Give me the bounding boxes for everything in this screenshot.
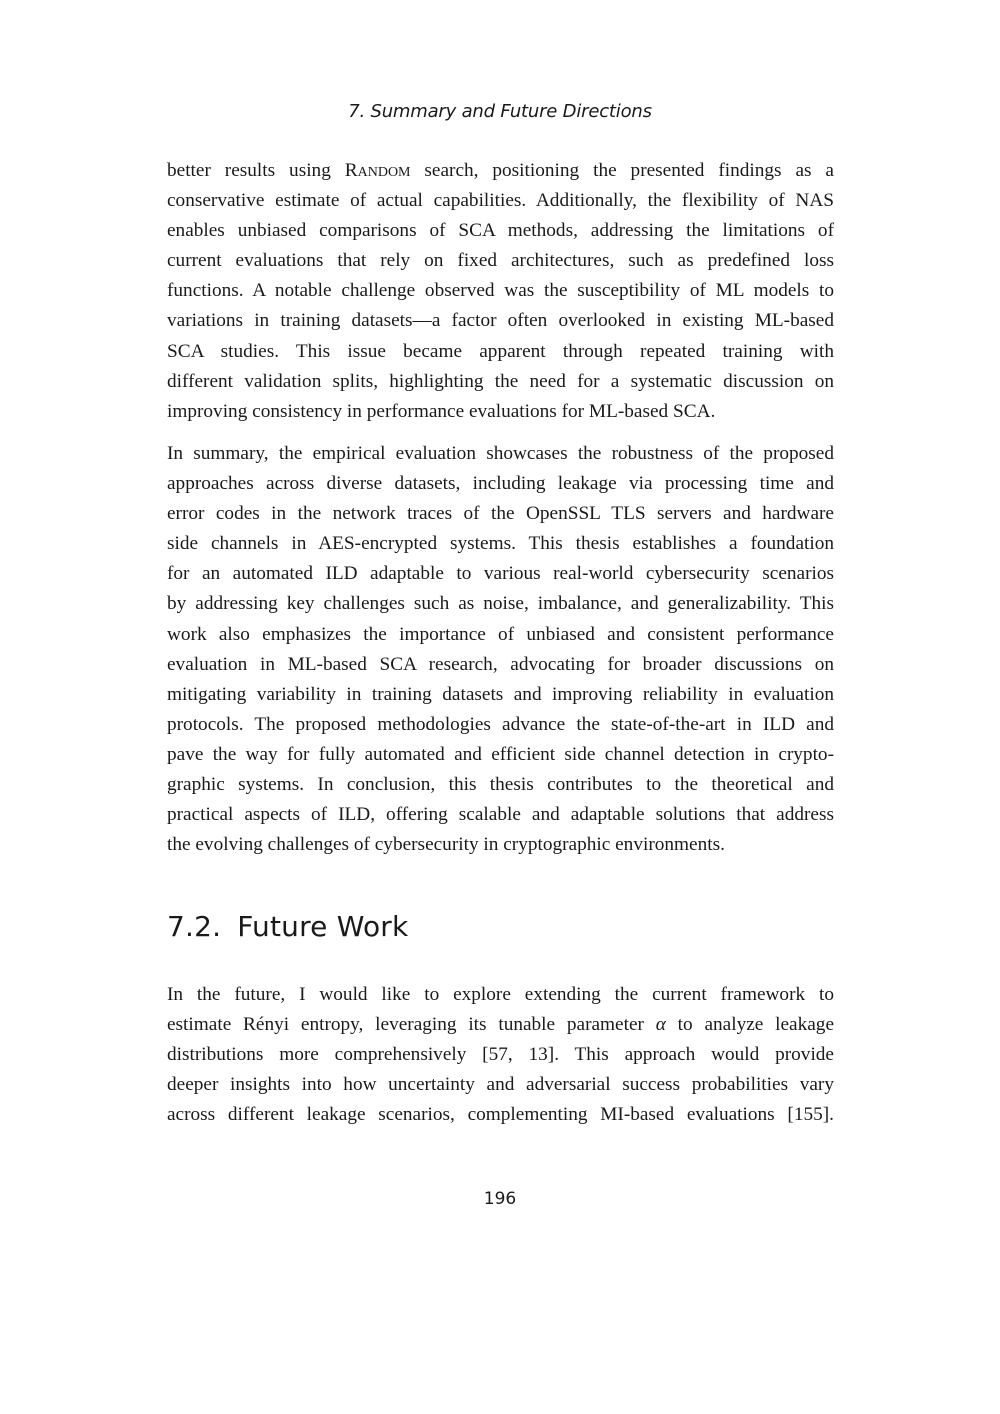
paragraph-in-summary xyxy=(167,439,834,860)
paragraph-future-work xyxy=(167,980,834,1130)
text-line: side channels in AES-encrypted systems. This thesis establishes a foundation xyxy=(167,533,834,555)
text-line: by addressing key challenges such as noise, imbalance, and generalizability. This xyxy=(167,593,834,615)
text-line: practical aspects of ILD, offering scalable and adaptable solutions that address xyxy=(167,804,834,826)
text-line: current evaluations that rely on fixed architectures, such as predefined loss xyxy=(167,250,834,272)
text-line: In summary, the empirical evaluation showcases the robustness of the proposed xyxy=(167,443,834,464)
text-line: error codes in the network traces of the OpenSSL TLS servers and hardware xyxy=(167,503,834,525)
text-line: protocols. The proposed methodologies advance the state-of-the-art in ILD and xyxy=(167,713,834,735)
running-header: 7. Summary and Future Directions xyxy=(348,101,652,122)
page-number: 196 xyxy=(483,1189,517,1209)
text-line: across different leakage scenarios, complementing MI-based evaluations [155]. xyxy=(167,1104,834,1126)
text-line: work also emphasizes the importance of unbiased and consistent performance xyxy=(167,623,834,645)
random-search-term: Random xyxy=(344,160,411,181)
text-line: for an automated ILD adaptable to various real-world cybersecurity scenarios xyxy=(167,563,834,585)
section-title: Future Work xyxy=(237,910,409,943)
paragraph-3-text xyxy=(167,980,834,1130)
text-line: variations in training datasets—a factor often overlooked in existing ML-based xyxy=(167,310,834,332)
section-heading-future-work xyxy=(167,910,408,943)
text-line: graphic systems. In conclusion, this thesis contributes to the theoretical and xyxy=(167,774,834,796)
text-line: functions. A notable challenge observed was the susceptibility of ML models to xyxy=(167,280,834,302)
text-line: improving consistency in performance evaluations for ML-based SCA. xyxy=(167,400,716,422)
text-line: mitigating variability in training datasets and improving reliability in evaluation xyxy=(167,683,834,705)
text-line: estimate Rényi entropy, leveraging its tunable parameter α to analyze leakage xyxy=(167,1014,834,1036)
section-number: 7.2. xyxy=(167,910,222,943)
text-line: different validation splits, highlighting the need for a systematic discussion on xyxy=(167,370,834,392)
alpha-symbol: α xyxy=(655,1014,666,1036)
text-line: SCA studies. This issue became apparent through repeated training with xyxy=(167,340,834,362)
paragraph-summary-continued xyxy=(167,156,834,427)
text-line: the evolving challenges of cybersecurity in cryptographic environments. xyxy=(167,834,725,856)
text-line: conservative estimate of actual capabilities. Additionally, the flexibility of NAS xyxy=(167,190,834,212)
text-line: deeper insights into how uncertainty and adversarial success probabilities vary xyxy=(167,1074,834,1096)
text-line: better results using Random search, positioning the presented findings as a xyxy=(167,160,834,181)
text-line: evaluation in ML-based SCA research, advocating for broader discussions on xyxy=(167,653,834,675)
text-line: pave the way for fully automated and efficient side channel detection in crypto- xyxy=(167,743,834,765)
text-line: approaches across diverse datasets, including leakage via processing time and xyxy=(167,473,834,495)
text-line: In the future, I would like to explore extending the current framework to xyxy=(167,984,834,1005)
paragraph-1-text xyxy=(167,156,834,427)
text-line: enables unbiased comparisons of SCA methods, addressing the limitations of xyxy=(167,220,834,242)
paragraph-2-text xyxy=(167,439,834,860)
text-line: distributions more comprehensively [57, 13]. This approach would provide xyxy=(167,1044,834,1066)
